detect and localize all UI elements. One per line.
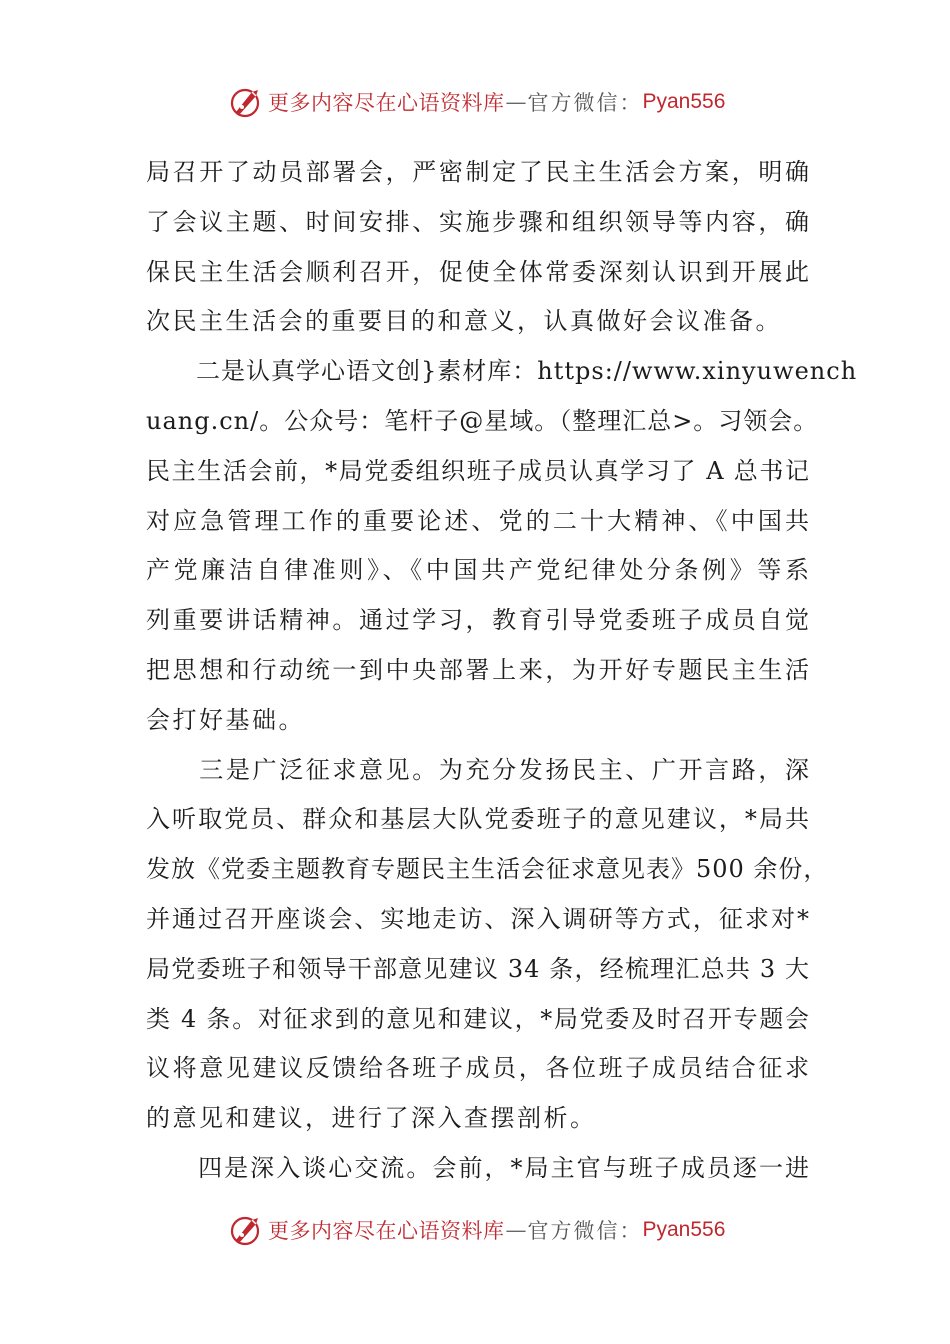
footer-banner bbox=[228, 1210, 725, 1250]
text-line: 列重要讲话精神。通过学习，教育引导党委班子成员自觉 bbox=[146, 606, 810, 635]
text-line: 类 4 条。对征求到的意见和建议，*局党委及时召开专题会 bbox=[146, 1004, 810, 1033]
banner-wechat-id: Pyan556 bbox=[642, 90, 726, 113]
text-line: 会打好基础。 bbox=[146, 705, 305, 734]
document-body bbox=[146, 148, 858, 1194]
text-line: 把思想和行动统一到中央部署上来，为开好专题民主生活 bbox=[146, 655, 810, 684]
text-line: 议将意见建议反馈给各班子成员，各位班子成员结合征求 bbox=[146, 1054, 810, 1083]
banner-dash: — bbox=[505, 90, 527, 114]
text-line: 次民主生活会的重要目的和意义，认真做好会议准备。 bbox=[146, 307, 782, 336]
text-line: 的意见和建议，进行了深入查摆剖析。 bbox=[146, 1104, 597, 1133]
text-line: 三是广泛征求意见。为充分发扬民主、广开言路，深 bbox=[146, 755, 810, 784]
text-line: 保民主生活会顺利召开，促使全体常委深刻认识到开展此 bbox=[146, 257, 810, 286]
pen-nib-logo-icon bbox=[228, 1212, 264, 1248]
text-line: 了会议主题、时间安排、实施步骤和组织领导等内容，确 bbox=[146, 207, 810, 236]
pen-nib-logo-icon bbox=[228, 84, 264, 120]
banner-wechat-label: 官方微信： bbox=[527, 1219, 643, 1243]
banner-wechat-id: Pyan556 bbox=[642, 1218, 726, 1241]
banner-slogan: 更多内容尽在心语资料库 bbox=[268, 91, 505, 115]
text-line: 局党委班子和领导干部意见建议 34 条，经梳理汇总共 3 大 bbox=[146, 954, 810, 983]
text-line: 入听取党员、群众和基层大队党委班子的意见建议，*局共 bbox=[146, 805, 810, 834]
text-line: 对应急管理工作的重要论述、党的二十大精神、《中国共 bbox=[146, 506, 810, 535]
text-line: 并通过召开座谈会、实地走访、深入调研等方式，征求对* bbox=[146, 904, 810, 933]
text-line: 产党廉洁自律准则》、《中国共产党纪律处分条例》等系 bbox=[146, 556, 810, 585]
header-banner bbox=[228, 82, 725, 122]
text-line: 民主生活会前，*局党委组织班子成员认真学习了 A 总书记 bbox=[146, 456, 810, 485]
text-line: 发放《党委主题教育专题民主生活会征求意见表》500 余份， bbox=[146, 855, 829, 884]
banner-slogan: 更多内容尽在心语资料库 bbox=[268, 1219, 505, 1243]
banner-wechat-label: 官方微信： bbox=[527, 91, 643, 115]
text-line: uang.cn/。公众号：笔杆子@星域。（整理汇总>。习领会。 bbox=[146, 406, 819, 435]
text-line: 四是深入谈心交流。会前，*局主官与班子成员逐一进 bbox=[146, 1153, 810, 1182]
text-line: 局召开了动员部署会，严密制定了民主生活会方案，明确 bbox=[146, 158, 810, 186]
text-line: 二是认真学心语文创}素材库：https://www.xinyuwench bbox=[146, 357, 858, 386]
banner-dash: — bbox=[505, 1218, 527, 1242]
